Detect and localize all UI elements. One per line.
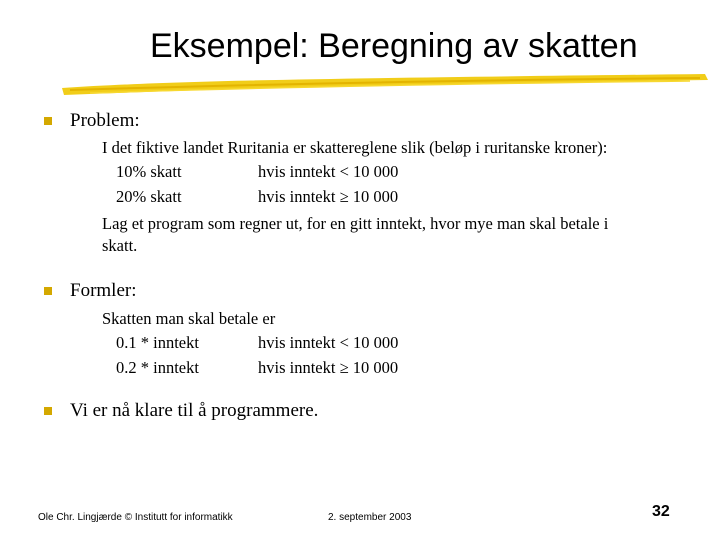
- problem-task-line-1: Lag et program som regner ut, for en gitt inntekt, hvor mye man skal betale i: [102, 214, 609, 233]
- problem-rate-1: 10% skatt: [116, 162, 182, 181]
- problem-condition-1: hvis inntekt < 10 000: [258, 162, 399, 181]
- formulas-intro: Skatten man skal betale er: [102, 309, 276, 328]
- formula-expr-1: 0.1 * inntekt: [116, 333, 199, 352]
- problem-rate-2: 20% skatt: [116, 187, 182, 206]
- problem-heading: Problem:: [70, 110, 140, 131]
- footer-author: Ole Chr. Lingjærde © Institutt for informatikk: [38, 512, 233, 523]
- footer-date: 2. september 2003: [328, 512, 412, 523]
- bullet-square: [44, 407, 52, 415]
- page-title: Eksempel: Beregning av skatten: [150, 27, 638, 65]
- problem-condition-2: hvis inntekt ≥ 10 000: [258, 187, 399, 206]
- problem-task-line-2: skatt.: [102, 236, 138, 255]
- formula-expr-2: 0.2 * inntekt: [116, 358, 199, 377]
- bullet-square: [44, 287, 52, 295]
- closing-text: Vi er nå klare til å programmere.: [70, 400, 319, 421]
- formula-condition-2: hvis inntekt ≥ 10 000: [258, 358, 399, 377]
- formula-condition-1: hvis inntekt < 10 000: [258, 333, 399, 352]
- bullet-square: [44, 117, 52, 125]
- title-underline-brush: [60, 68, 710, 98]
- formulas-heading: Formler:: [70, 280, 137, 301]
- page-number: 32: [652, 503, 670, 520]
- problem-intro: I det fiktive landet Ruritania er skattereglene slik (beløp i ruritanske kroner):: [102, 138, 608, 157]
